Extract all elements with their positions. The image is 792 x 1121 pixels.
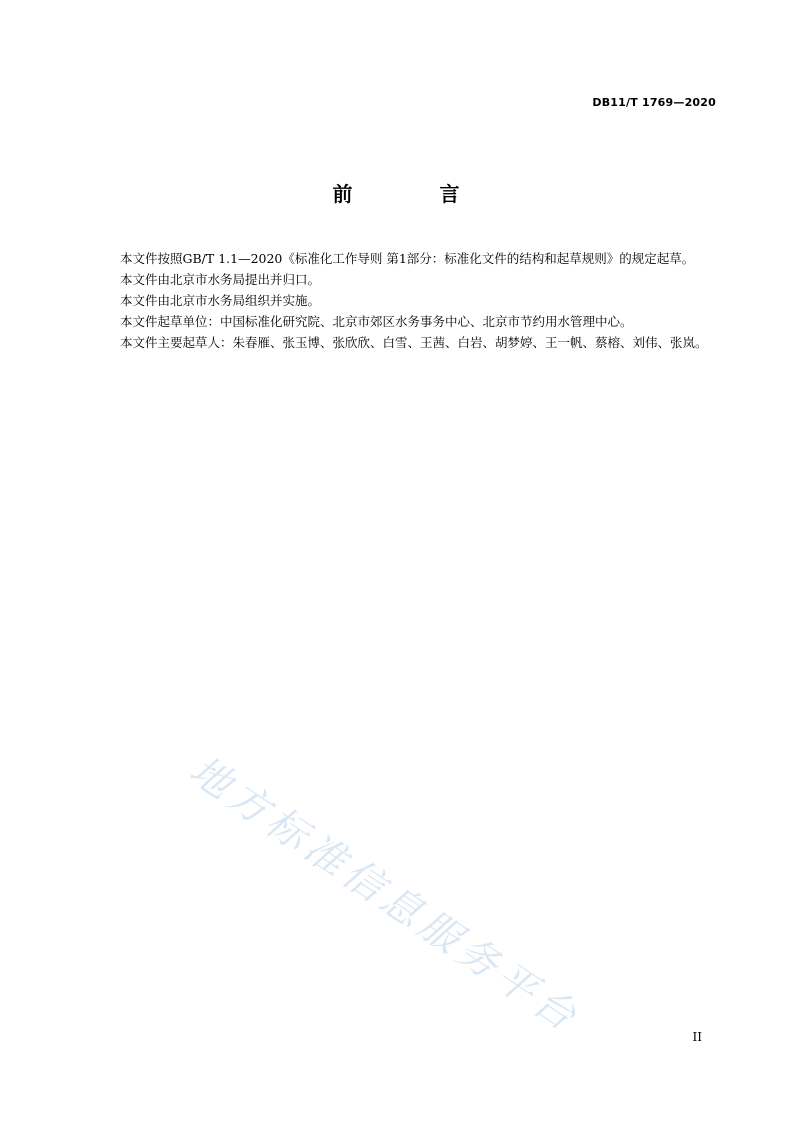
paragraph-proposer: 本文件由北京市水务局提出并归口。 — [120, 272, 321, 287]
paragraph-drafting-units: 本文件起草单位：中国标准化研究院、北京市郊区水务事务中心、北京市节约用水管理中心。 — [120, 314, 633, 329]
paragraph-drafting-rules: 本文件按照GB/T 1.1—2020《标准化工作导则 第1部分：标准化文件的结构和起草规则》的规定起草。 — [120, 251, 695, 266]
page-number: II — [692, 1030, 702, 1044]
page-title: 前 言 — [332, 182, 500, 206]
preface-body — [95, 248, 717, 353]
watermark: 地方标准信息服务平台 — [181, 747, 589, 1043]
document-code: DB11/T 1769—2020 — [592, 96, 716, 109]
paragraph-drafters: 本文件主要起草人：朱春雁、张玉博、张欣欣、白雪、王茜、白岩、胡梦婷、王一帆、蔡榕、刘伟、张岚。 — [120, 335, 708, 350]
paragraph-organizer: 本文件由北京市水务局组织并实施。 — [120, 293, 321, 308]
